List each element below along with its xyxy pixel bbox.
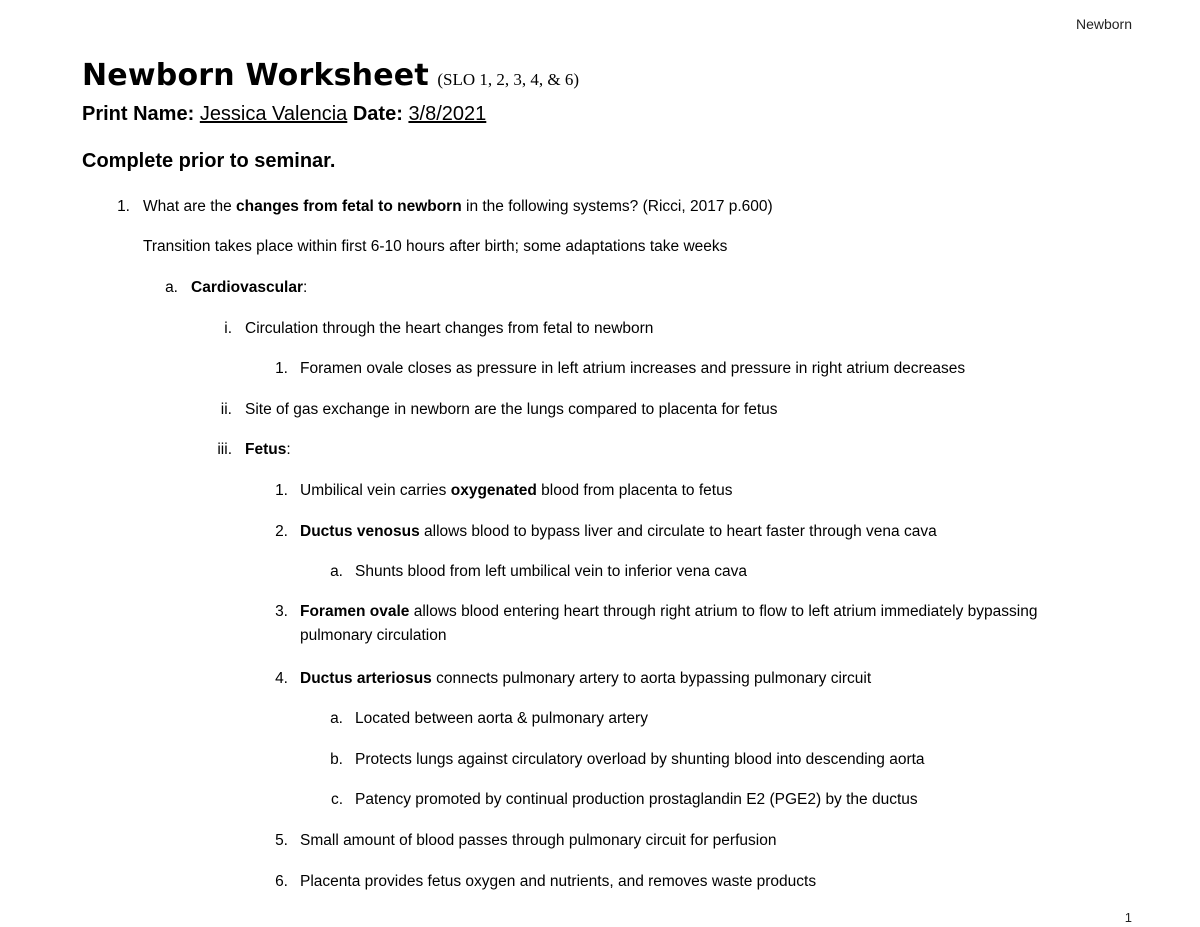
list-marker: 3. bbox=[275, 603, 288, 620]
list-marker: 1. bbox=[117, 198, 130, 215]
print-name-row bbox=[82, 103, 1142, 126]
running-header: Newborn bbox=[1075, 16, 1132, 32]
list-marker: 4. bbox=[275, 670, 288, 687]
list-marker: c. bbox=[330, 791, 343, 808]
list-item-text: Shunts blood from left umbilical vein to inferior vena cava bbox=[355, 563, 748, 580]
slo-reference: (SLO 1, 2, 3, 4, & 6) bbox=[437, 70, 580, 89]
title-row bbox=[82, 58, 1142, 93]
transition-note: Transition takes place within first 6-10 hours after birth; some adaptations take weeks bbox=[143, 238, 728, 255]
page-title: Newborn Worksheet bbox=[82, 58, 429, 93]
list-marker: a. bbox=[330, 563, 343, 580]
list-marker: 6. bbox=[275, 873, 288, 890]
instruction-heading: Complete prior to seminar. bbox=[82, 150, 336, 172]
list-marker: b. bbox=[330, 751, 343, 768]
list-item-text: Foramen ovale allows blood entering heart through right atrium to flow to left atrium immediately bypassing pulmonary circulation bbox=[300, 603, 1038, 644]
list-item-text: Foramen ovale closes as pressure in left atrium increases and pressure in right atrium decreases bbox=[300, 360, 966, 377]
list-marker: a. bbox=[330, 710, 343, 727]
print-name-value: Jessica Valencia bbox=[199, 103, 348, 125]
list-item-text: Placenta provides fetus oxygen and nutrients, and removes waste products bbox=[300, 873, 817, 890]
list-item-text: Ductus venosus allows blood to bypass liver and circulate to heart faster through vena cava bbox=[300, 523, 937, 540]
question-1-text: What are the changes from fetal to newborn in the following systems? (Ricci, 2017 p.600) bbox=[143, 198, 773, 215]
list-marker: i. bbox=[224, 320, 232, 337]
list-item-text: Small amount of blood passes through pulmonary circuit for perfusion bbox=[300, 832, 777, 849]
date-label: Date: bbox=[352, 103, 403, 125]
list-item-text: Located between aorta & pulmonary artery bbox=[355, 710, 648, 727]
print-name-label: Print Name: bbox=[82, 103, 195, 125]
document-body bbox=[82, 58, 1142, 173]
list-marker: 1. bbox=[275, 482, 288, 499]
list-item-text: Ductus arteriosus connects pulmonary artery to aorta bypassing pulmonary circuit bbox=[300, 670, 872, 687]
cardiovascular-label: Cardiovascular bbox=[191, 279, 303, 296]
list-marker: iii. bbox=[217, 441, 232, 458]
page-number: 1 bbox=[1124, 910, 1132, 925]
list-item-text: Site of gas exchange in newborn are the lungs compared to placenta for fetus bbox=[245, 401, 778, 418]
list-item-text: Circulation through the heart changes from fetal to newborn bbox=[245, 320, 654, 337]
list-marker: ii. bbox=[220, 401, 232, 418]
list-marker: 2. bbox=[275, 523, 288, 540]
list-marker: a. bbox=[165, 279, 178, 296]
list-item-text: Patency promoted by continual production prostaglandin E2 (PGE2) by the ductus bbox=[355, 791, 918, 808]
date-value: 3/8/2021 bbox=[408, 103, 487, 125]
list-marker: 5. bbox=[275, 832, 288, 849]
list-item-text: Umbilical vein carries oxygenated blood from placenta to fetus bbox=[300, 482, 733, 499]
list-item-text: Protects lungs against circulatory overload by shunting blood into descending aorta bbox=[355, 751, 925, 768]
list-marker: 1. bbox=[275, 360, 288, 377]
fetus-label: Fetus bbox=[245, 441, 287, 458]
